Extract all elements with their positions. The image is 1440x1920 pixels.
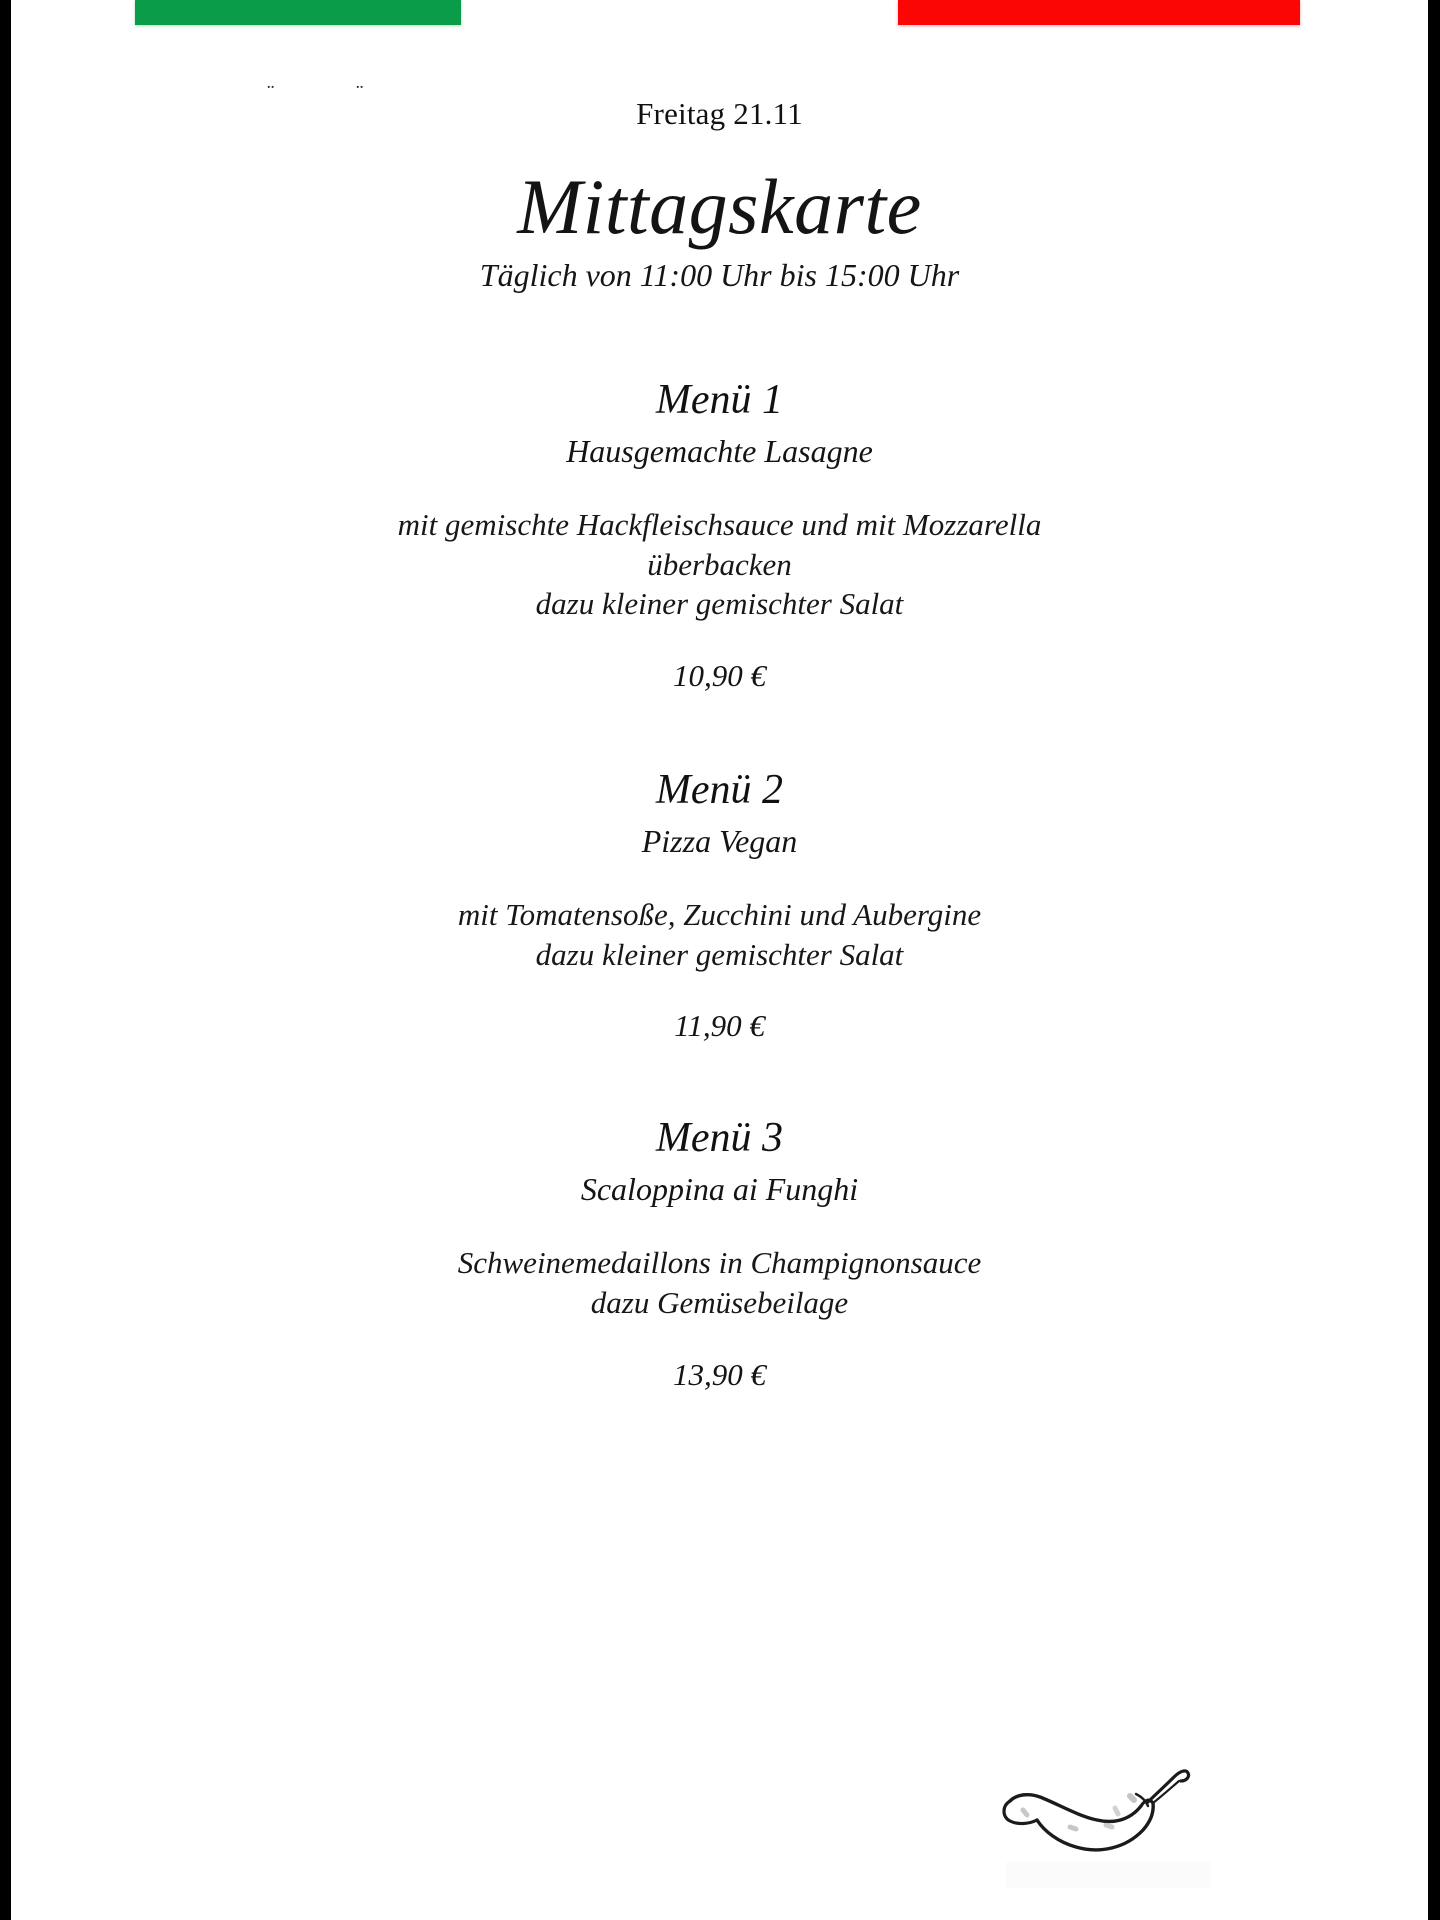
menu-description [11, 505, 1428, 624]
menu-dish-name: Scaloppina ai Funghi [580, 1170, 859, 1207]
menu-date: Freitag 21.11 [636, 96, 803, 131]
menu-dish-name: Pizza Vegan [641, 822, 798, 859]
menu-item [11, 376, 1428, 694]
menu-description-line: mit gemischte Hackfleischsauce und mit Mozzarella [397, 507, 1042, 543]
menu-description [11, 895, 1428, 974]
menu-item [11, 1114, 1428, 1392]
menu-page [11, 0, 1428, 1920]
menu-price: 13,90 € [673, 1356, 766, 1392]
menu-dish-name: Hausgemachte Lasagne [566, 432, 873, 469]
stray-mark-2: ¨ [356, 80, 364, 105]
menu-description-line: dazu Gemüsebeilage [590, 1284, 849, 1320]
menu-description-line: mit Tomatensoße, Zucchini und Aubergine [457, 897, 982, 932]
serving-hours: Täglich von 11:00 Uhr bis 15:00 Uhr [479, 257, 960, 294]
menu-item [11, 766, 1428, 1044]
menu-description-line: dazu kleiner gemischter Salat [535, 936, 904, 972]
stray-mark-1: ¨ [267, 80, 275, 105]
menu-heading: Menü 3 [655, 1115, 784, 1162]
menu-list [11, 376, 1428, 1393]
menu-heading: Menü 1 [655, 377, 784, 424]
menu-description-line: Schweinemedaillons in Champignonsauce [457, 1245, 982, 1281]
page-title: Mittagskarte [517, 163, 922, 250]
menu-description-line: überbacken [647, 546, 792, 582]
menu-description [11, 1243, 1428, 1322]
menu-heading: Menü 2 [655, 767, 784, 814]
scan-artifact [1006, 1862, 1211, 1888]
menu-price: 10,90 € [673, 658, 766, 694]
menu-content [11, 0, 1428, 1393]
menu-description-line: dazu kleiner gemischter Salat [535, 586, 904, 622]
menu-price: 11,90 € [674, 1008, 765, 1044]
